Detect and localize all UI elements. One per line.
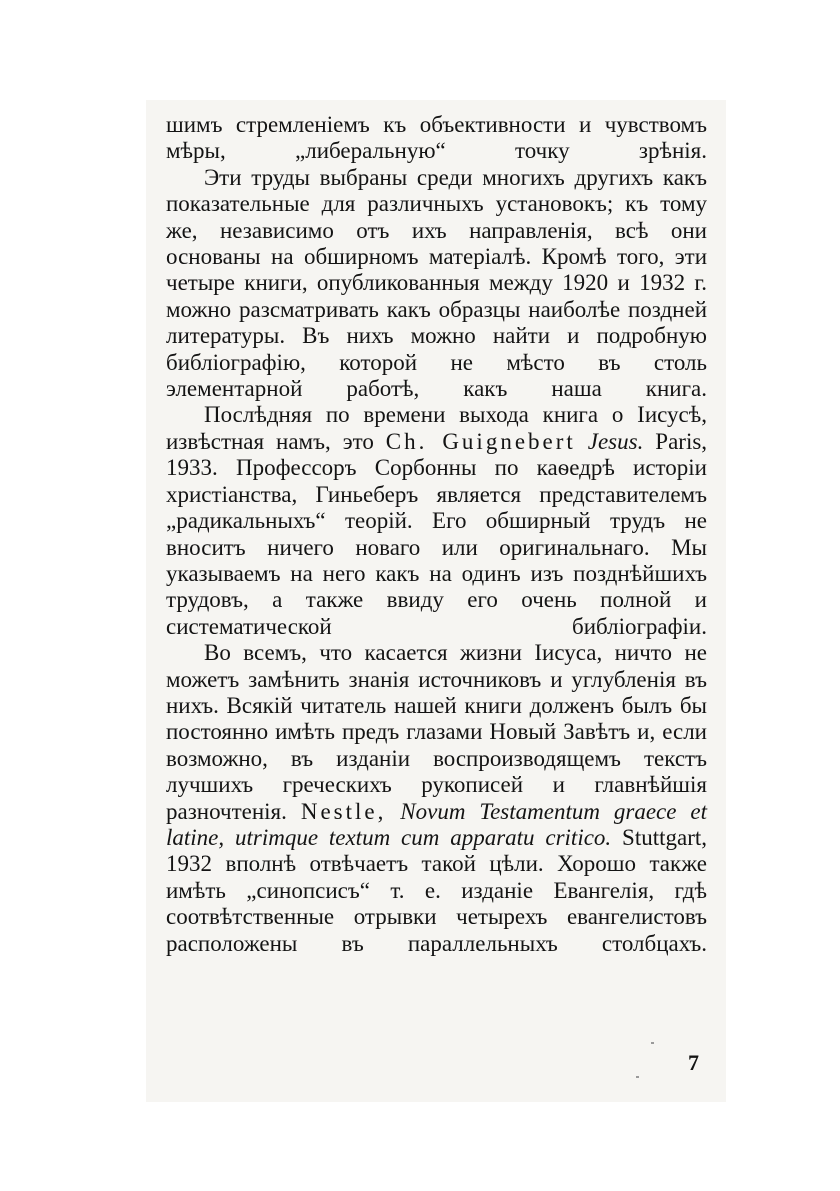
nestle-author: Nestle, — [300, 798, 387, 824]
print-speck — [636, 1076, 639, 1078]
page-number: 7 — [688, 1050, 699, 1075]
paragraph-3-text-after: Paris, 1933. Профессоръ Сорбонны по каѳедрѣ исторіи христіанства, Гиньеберъ является представителемъ „радикальныхъ“ теорій. Его обширный трудъ не вноситъ ничего новаго или оригинальнаго. Мы указываемъ на него какъ на одинъ изъ позднѣйшихъ трудовъ, а также ввиду его очень полной и систематической библіографіи. — [166, 428, 708, 639]
paragraph-3-text-before: Послѣдняя по времени выхода книга о Іисусѣ, извѣстная намъ, это — [166, 402, 707, 454]
paragraph-4-text-after: Stuttgart, 1932 вполнѣ отвѣчаетъ такой цѣли. Хорошо также имѣть „синопсисъ“ т. е. изданіе Евангелія, гдѣ соотвѣтственные отрывки четырехъ евангелистовъ расположены въ параллельныхъ столбцахъ. — [166, 824, 708, 956]
paragraph-1: шимъ стремленіемъ къ объективности и чувствомъ мѣры, „либеральную“ точку зрѣнія. — [166, 112, 707, 164]
paragraph-3 — [166, 402, 707, 640]
page-body — [166, 112, 707, 957]
jesus-title: Jesus. — [587, 428, 644, 454]
print-speck — [651, 1042, 654, 1044]
paragraph-4 — [166, 640, 707, 957]
paragraph-4-text-before: Во всемъ, что касается жизни Іисуса, ничто не можетъ замѣнить знанія источниковъ и углубленія въ нихъ. Всякій читатель нашей книги долженъ былъ бы постоянно имѣть предъ глазами Новый Завѣтъ и, если возможно, въ изданіи воспроизводящемъ текстъ лучшихъ греческихъ рукописей и главнѣйшія разночтенія. — [166, 640, 707, 824]
guignebert-author: Ch. Guignebert — [385, 428, 576, 454]
paragraph-2: Эти труды выбраны среди многихъ другихъ какъ показательные для различныхъ установокъ; къ тому же, независимо отъ ихъ направленія, всѣ они основаны на обширномъ матеріалѣ. Кромѣ того, эти четыре книги, опубликованныя между 1920 и 1932 г. можно разсматривать какъ образцы наиболѣе поздней литературы. Въ нихъ можно найти и подробную библіографію, которой не мѣсто въ столь элементарной работѣ, какъ наша книга. — [166, 164, 707, 402]
novum-testamentum-title: Novum Testamentum graece et latine, utrimque textum cum apparatu critico. — [166, 798, 708, 850]
